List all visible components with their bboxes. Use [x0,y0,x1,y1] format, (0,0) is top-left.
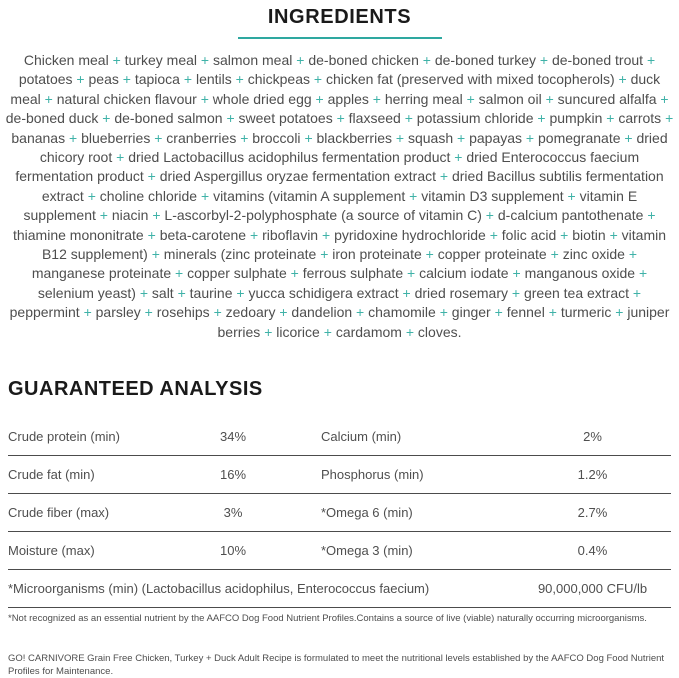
nutrient-value: 1.2% [577,467,608,482]
plus-separator: + [550,246,559,263]
plus-separator: + [425,246,434,263]
nutrient-label: Crude protein (min) [8,429,120,444]
plus-separator: + [336,110,345,127]
plus-separator: + [320,246,329,263]
plus-separator: + [494,304,503,321]
nutrient-value: 34% [219,429,247,444]
footnote-aafco-nutrient: *Not recognized as an essential nutrient by the AAFCO Dog Food Nutrient Profiles.Contains a source of live (viable) naturally occurring microorganisms. [8,613,647,624]
footnote-formulation-statement: GO! CARNIVORE Grain Free Chicken, Turkey + Duck Adult Recipe is formulated to meet the nutritional levels established by the AAFCO Dog Food Nutrient Profiles for Maintenance. [8,653,665,677]
plus-separator: + [151,246,160,263]
table-row-protein-calcium [8,418,671,456]
table-row-moisture-omega3 [8,532,671,570]
plus-separator: + [548,304,557,321]
guaranteed-analysis-heading: GUARANTEED ANALYSIS [8,378,263,400]
nutrient-value: 10% [219,543,247,558]
plus-separator: + [404,110,413,127]
plus-separator: + [200,187,210,204]
plus-separator: + [290,265,299,282]
plus-separator: + [647,207,656,224]
ingredients-heading: INGREDIENTS [267,6,412,28]
plus-separator: + [147,226,156,243]
plus-separator: + [154,129,163,146]
plus-separator: + [665,110,674,127]
plus-separator: + [525,129,535,146]
plus-separator: + [466,90,475,107]
plus-separator: + [68,129,78,146]
plus-separator: + [279,304,288,321]
plus-separator: + [122,71,131,88]
table-row-microorganisms [8,570,671,608]
plus-separator: + [606,110,615,127]
nutrient-label: Calcium (min) [321,429,402,444]
plus-separator: + [235,71,244,88]
table-row-fat-phosphorus [8,456,671,494]
nutrient-label: Crude fat (min) [8,467,95,482]
plus-separator: + [405,323,415,340]
plus-separator: + [116,149,125,166]
nutrient-label: Moisture (max) [8,543,95,558]
plus-separator: + [321,226,331,243]
plus-separator: + [409,187,418,204]
plus-separator: + [485,207,494,224]
plus-separator: + [489,226,498,243]
nutrient-value: 90,000,000 CFU/lb [537,581,648,596]
plus-separator: + [175,265,184,282]
plus-separator: + [537,110,546,127]
nutrient-value: 0.4% [577,543,608,558]
plus-separator: + [315,90,324,107]
plus-separator: + [545,90,554,107]
plus-separator: + [609,226,618,243]
plus-separator: + [236,284,245,301]
plus-separator: + [240,129,249,146]
footnotes [8,612,671,678]
plus-separator: + [402,284,411,301]
nutrient-label: *Omega 3 (min) [321,543,413,558]
plus-separator: + [304,129,313,146]
plus-separator: + [76,71,85,88]
plus-separator: + [249,226,259,243]
plus-separator: + [313,71,323,88]
plus-separator: + [628,246,638,263]
plus-separator: + [99,207,108,224]
plus-separator: + [323,323,332,340]
plus-separator: + [646,52,656,68]
plus-separator: + [660,90,669,107]
plus-separator: + [264,323,273,340]
plus-separator: + [372,90,381,107]
plus-separator: + [102,110,111,127]
plus-separator: + [213,304,222,321]
plus-separator: + [200,52,210,68]
heading-underline-rule [238,37,442,39]
nutrient-label: *Microorganisms (min) (Lactobacillus acidophilus, Enterococcus faecium) [8,581,430,596]
table-row-fiber-omega6 [8,494,671,532]
plus-separator: + [226,110,235,127]
ingredients-text: Chicken meal + turkey meal + salmon meal + de-boned chicken + de-boned turkey + de-boned trout + potatoes + peas + tapioca + lentils + chickpeas + chicken fat (preserved with mixed tocopherols) + duck meal + natural chicken flavour + whole dried egg + apples + herring meal + salmon oil + suncured alfalfa + de-boned duck + de-boned salmon + sweet potatoes + flaxseed + potassium chloride + pumpkin + carrots + bananas + blueberries + cranberries + broccoli + blackberries + squash + papayas + pomegranate + dried chicory root + dried Lactobacillus acidophilus fermentation product + dried Enterococcus faecium fermentation product + dried Aspergillus oryzae fermentation extract + dried Bacillus subtilis fermentation extract + choline chloride + vitamins (vitamin A supplement + vitamin D3 supplement + vitamin E supplement + niacin + L-ascorbyl-2-polyphosphate (a source of vitamin C) + d-calcium pantothenate + thiamine mononitrate + beta-carotene + riboflavin + pyridoxine hydrochloride + folic acid + biotin + vitamin B12 supplement) + minerals (zinc proteinate + iron proteinate + copper proteinate + zinc oxide + manganese proteinate + copper sulphate + ferrous sulphate + calcium iodate + manganous oxide + selenium yeast) + salt + taurine + yucca schidigera extract + dried rosemary + green tea extract + peppermint + parsley + rosehips + zedoary + dandelion + chamomile + ginger + fennel + turmeric + juniper berries + licorice + cardamom + cloves. [5,52,674,340]
plus-separator: + [177,284,186,301]
nutrient-label: Crude fiber (max) [8,505,110,520]
plus-separator: + [511,284,521,301]
plus-separator: + [407,265,416,282]
nutrient-value: 2% [583,429,602,444]
plus-separator: + [632,284,642,301]
guaranteed-analysis-section [8,378,671,608]
plus-separator: + [618,71,627,88]
plus-separator: + [395,129,405,146]
plus-separator: + [624,129,633,146]
plus-separator: + [615,304,624,321]
plus-separator: + [183,71,193,88]
guaranteed-analysis-table [8,418,671,608]
nutrient-value: 16% [219,467,247,482]
plus-separator: + [539,52,549,68]
nutrient-value: 3% [223,505,243,520]
plus-separator: + [457,129,466,146]
plus-separator: + [454,149,463,166]
plus-separator: + [139,284,149,301]
plus-separator: + [200,90,209,107]
plus-separator: + [112,52,121,68]
nutrient-label: *Omega 6 (min) [321,505,413,520]
plus-separator: + [44,90,53,107]
plus-separator: + [567,187,576,204]
plus-separator: + [296,52,305,68]
plus-separator: + [147,168,156,185]
plus-separator: + [512,265,521,282]
plus-separator: + [144,304,153,321]
plus-separator: + [87,187,96,204]
nutrient-value: 2.7% [577,505,608,520]
plus-separator: + [560,226,569,243]
plus-separator: + [152,207,161,224]
plus-separator: + [439,304,448,321]
nutrient-label: Phosphorus (min) [321,467,424,482]
plus-separator: + [439,168,449,185]
plus-separator: + [356,304,365,321]
plus-separator: + [83,304,92,321]
plus-separator: + [638,265,648,282]
plus-separator: + [422,52,431,68]
